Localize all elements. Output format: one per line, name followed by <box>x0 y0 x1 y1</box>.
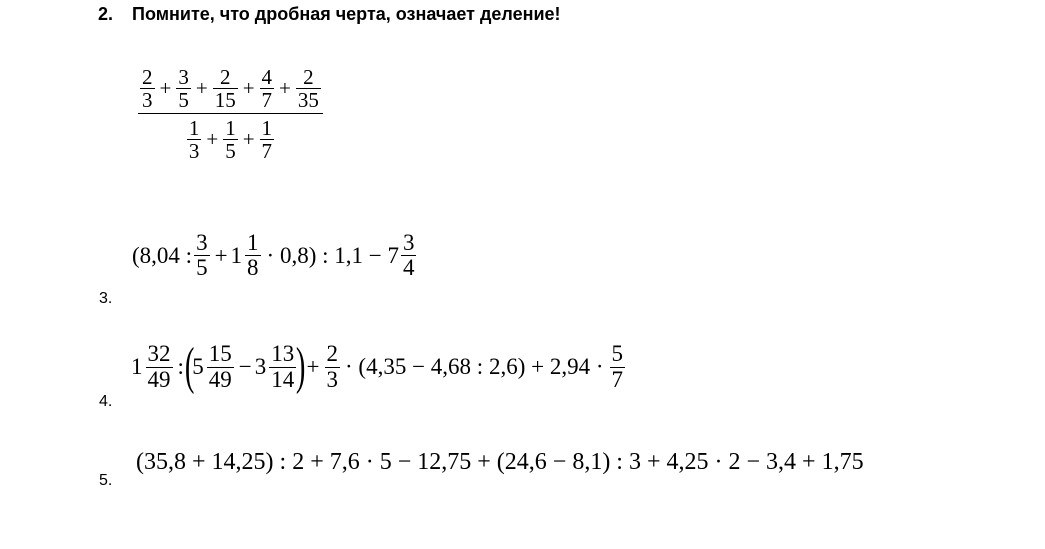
task-2-expression <box>136 66 325 162</box>
fraction-4-7: $\frac{4}{7}$ <box>261 65 273 113</box>
fraction-1-8: $\frac{1}{8}$ <box>247 230 259 281</box>
fraction-2-15: $\frac{2}{15}$ <box>214 65 236 113</box>
complex-fraction <box>138 66 323 162</box>
complex-denominator: $\frac{1}{3}$ + $\frac{1}{5}$ + $\frac{1}{7}$ <box>188 116 273 164</box>
task-3-expression: (8,04 : $\frac{3}{5}$ + 1 $\frac{1}{8}$ · 0,8) : 1,1 − 7 $\frac{3}{4}$ <box>132 230 415 281</box>
task-4-number: 4. <box>99 393 113 410</box>
right-paren: ) <box>296 338 306 395</box>
task-3-number: 3. <box>99 290 113 307</box>
fraction-5-7: $\frac{5}{7}$ <box>611 341 623 392</box>
fraction-32-49: $\frac{32}{49}$ <box>147 341 171 392</box>
fraction-3-5: $\frac{3}{5}$ <box>178 65 189 113</box>
fraction-15-49: $\frac{15}{49}$ <box>208 341 232 392</box>
fraction-13-14: $\frac{13}{14}$ <box>271 341 295 392</box>
fraction-3-5: $\frac{3}{5}$ <box>196 230 208 281</box>
left-paren: ( <box>184 338 195 395</box>
task-4-expression: 1 $\frac{32}{49}$ : ( 5 $\frac{15}{49}$ − 3 $\frac{13}{14}$ ) + $\frac{2}{3}$ · (4,35 − 4,68 : 2,6) + 2,94 · $\frac{5}{7}$ <box>131 338 623 395</box>
task-2-heading <box>98 4 561 25</box>
task-2-number: 2. <box>98 4 114 24</box>
fraction-2-3: $\frac{2}{3}$ <box>326 341 339 392</box>
fraction-1-5: $\frac{1}{5}$ <box>225 116 236 164</box>
fraction-2-3: $\frac{2}{3}$ <box>142 65 153 113</box>
fraction-3-4: $\frac{3}{4}$ <box>402 230 415 281</box>
fraction-1-3: $\frac{1}{3}$ <box>188 116 200 164</box>
complex-numerator: $\frac{2}{3}$ + $\frac{3}{5}$ + $\frac{2}{15}$ + $\frac{4}{7}$ + $\frac{2}{35}$ <box>142 65 319 113</box>
fraction-1-7: $\frac{1}{7}$ <box>261 116 273 164</box>
task-5-expression: (35,8 + 14,25) : 2 + 7,6 · 5 − 12,75 + (24,6 − 8,1) : 3 + 4,25 · 2 − 3,4 + 1,75 <box>136 449 864 475</box>
fraction-2-35: $\frac{2}{35}$ <box>297 65 319 113</box>
task-5-number: 5. <box>99 472 113 489</box>
task-2-text: Помните, что дробная черта, означает деление! <box>132 4 561 24</box>
